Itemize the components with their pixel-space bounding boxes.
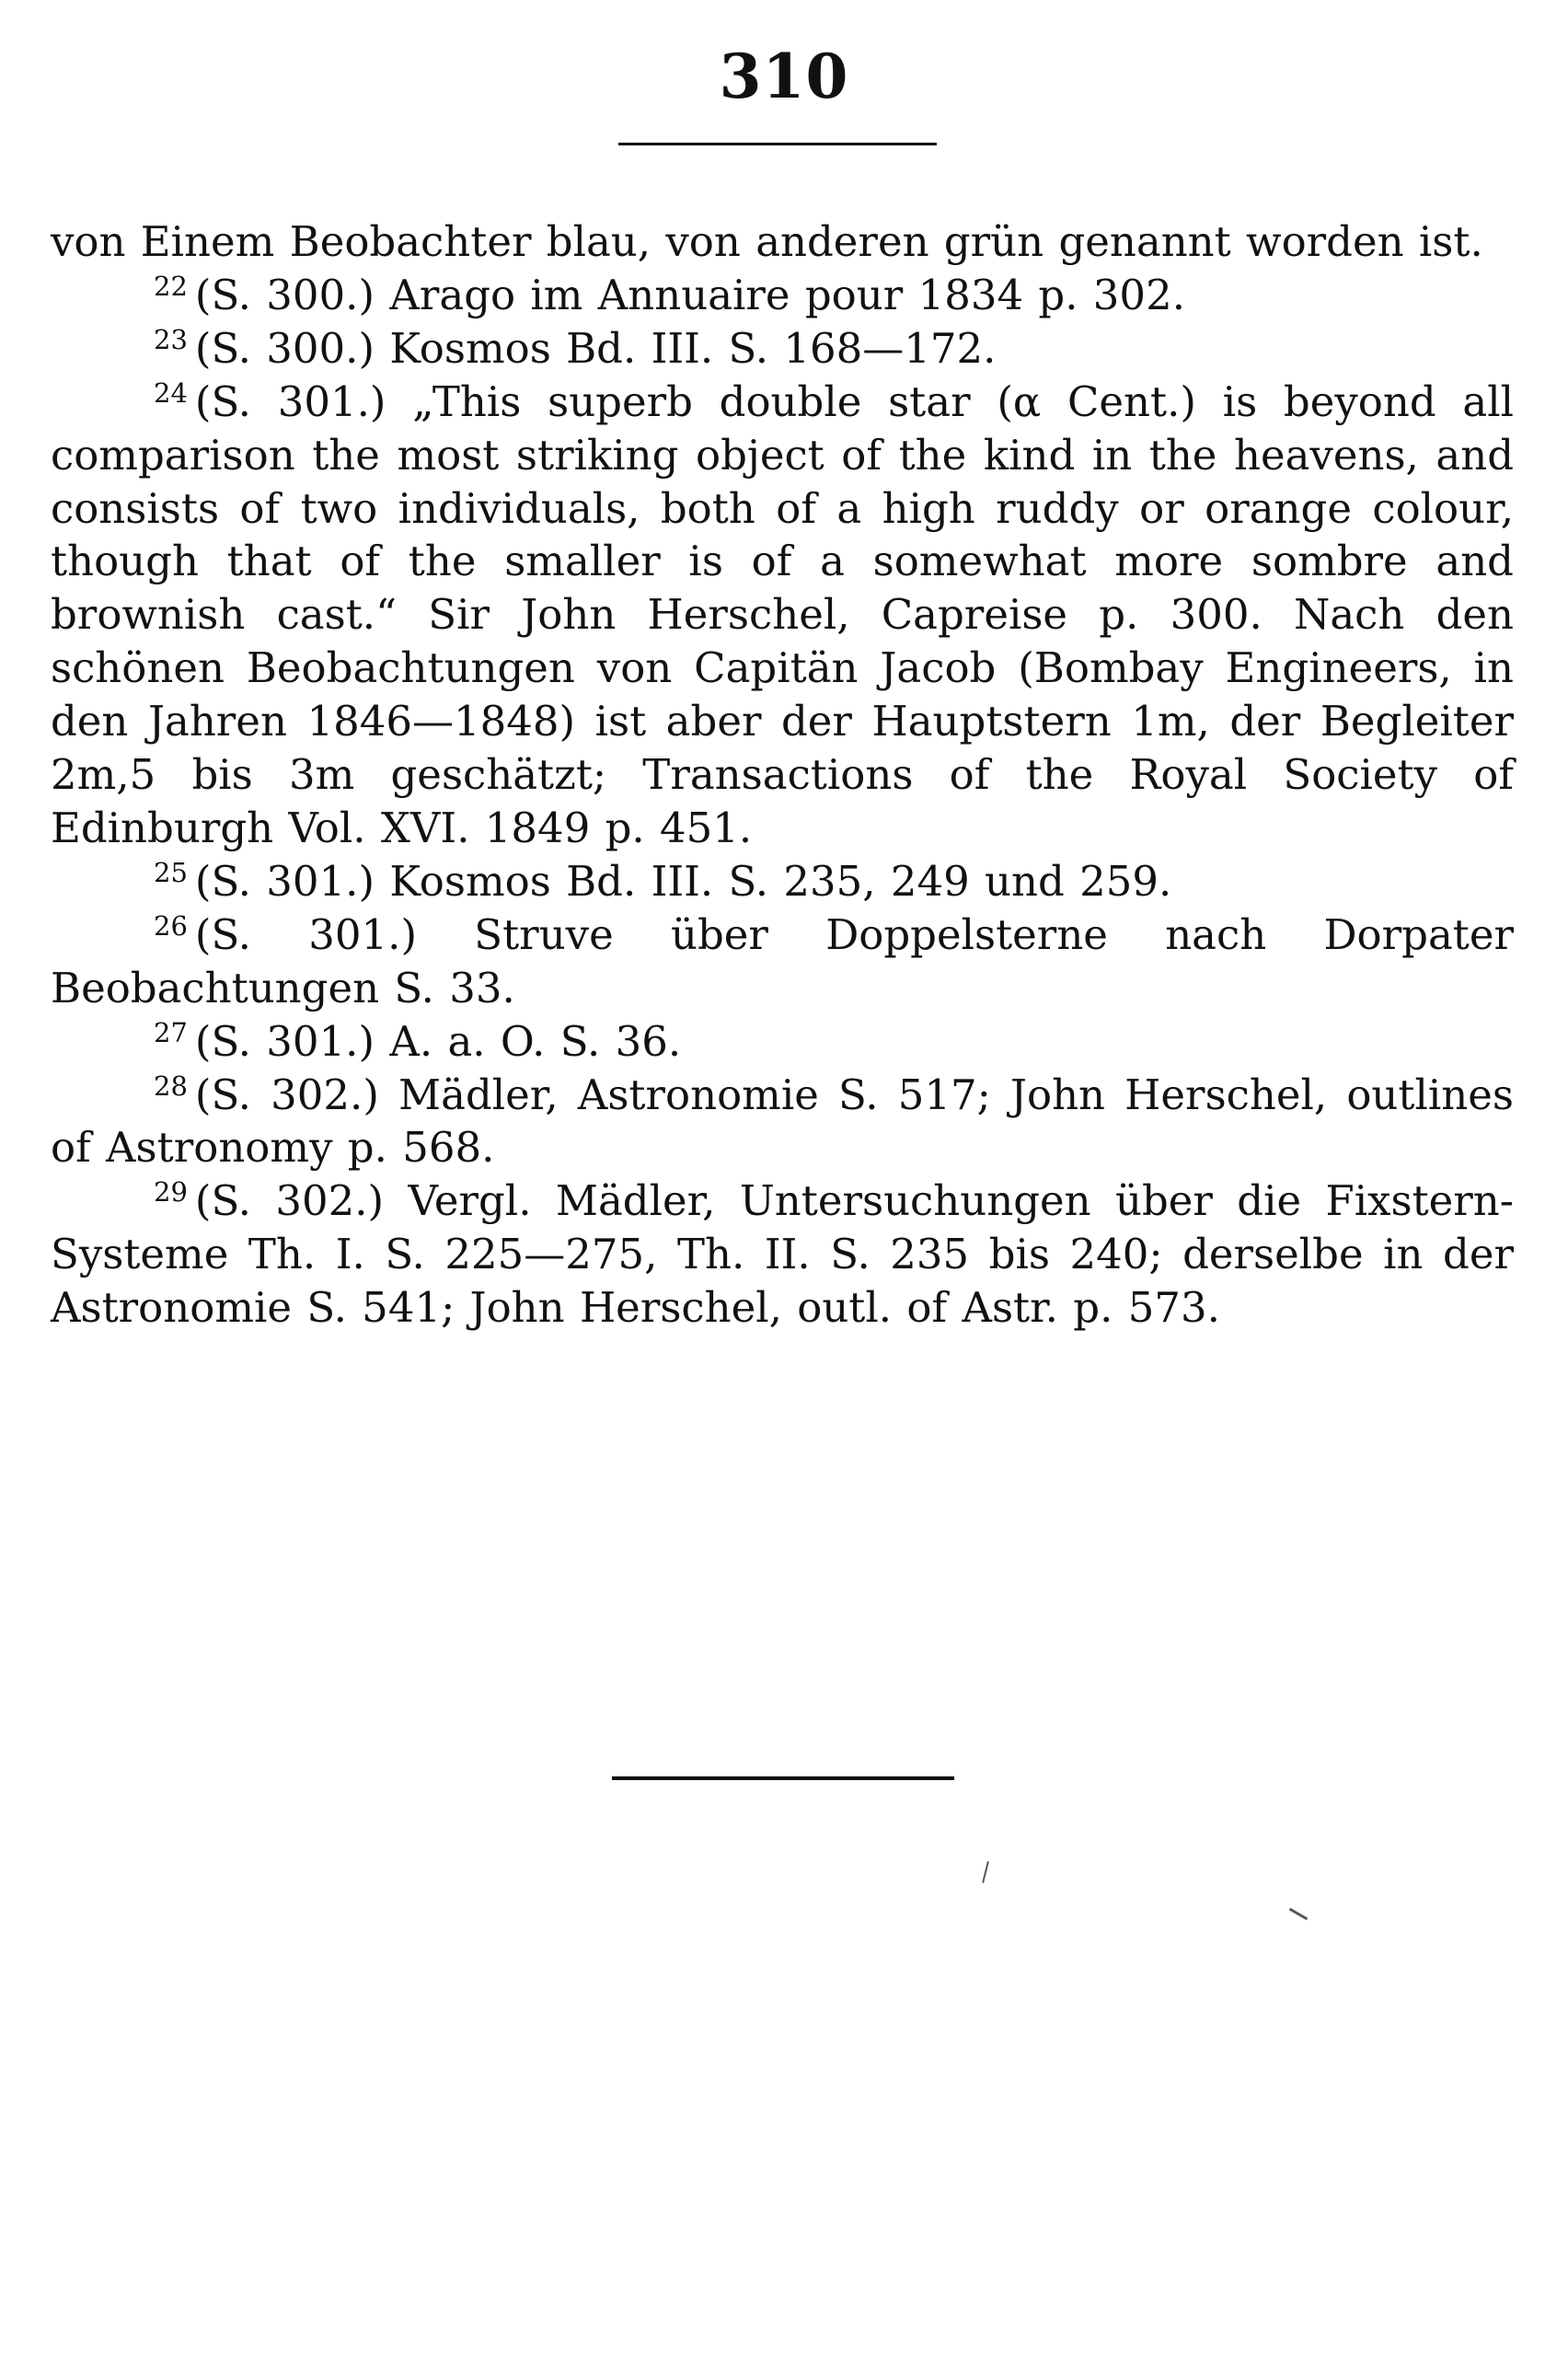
- footnote-number: 22: [154, 270, 188, 302]
- footnote-text: von Einem Beobachter blau, von anderen grün genannt worden ist.: [51, 217, 1483, 266]
- footnote-number: 26: [154, 909, 188, 942]
- stray-mark: [982, 1861, 989, 1883]
- header-rule: [618, 143, 937, 145]
- footnotes: [51, 215, 1514, 1335]
- footnote-24: [51, 376, 1514, 855]
- footnote-28: [51, 1069, 1514, 1175]
- stray-mark: [1289, 1908, 1309, 1921]
- footnote-text: (S. 301.) Kosmos Bd. III. S. 235, 249 und 259.: [194, 856, 1172, 906]
- footnote-text: (S. 302.) Mädler, Astronomie S. 517; John Herschel, outlines of Astronomy p. 568.: [51, 1070, 1514, 1173]
- footnote-text: (S. 301.) Struve über Doppelsterne nach Dorpater Beobachtungen S. 33.: [51, 909, 1514, 1012]
- footnote-text: (S. 302.) Vergl. Mädler, Untersuchungen über die Fixstern-Systeme Th. I. S. 225—275, Th. II. S. 235 bis 240; derselbe in der Astronomie S. 541; John Herschel, outl. of Astr. p. 573.: [51, 1176, 1514, 1333]
- footnote-text: (S. 300.) Kosmos Bd. III. S. 168—172.: [194, 323, 997, 373]
- footnote-27: [51, 1015, 1514, 1069]
- footnote-25: [51, 855, 1514, 908]
- footnote-text: (S. 301.) A. a. O. S. 36.: [194, 1016, 682, 1066]
- footnote-text: (S. 300.) Arago im Annuaire pour 1834 p. 302.: [194, 270, 1185, 319]
- footnote-23: [51, 322, 1514, 376]
- footnote-continuation: [51, 215, 1514, 269]
- page-number: 310: [719, 40, 849, 112]
- footnote-number: 27: [154, 1016, 188, 1048]
- footnote-text: (S. 301.) „This superb double star (α Cent.) is beyond all comparison the most striking object of the kind in the heavens, and consists of two individuals, both of a high ruddy or orange colour, though that of the smaller is of a somewhat more sombre and brownish cast.“ Sir John Herschel, Capreise p. 300. Nach den schönen Beobachtungen von Capitän Jacob (Bombay Engineers, in den Jahren 1846—1848) ist aber der Hauptstern 1m, der Begleiter 2m,5 bis 3m geschätzt; Transactions of the Royal Society of Edinburgh Vol. XVI. 1849 p. 451.: [51, 376, 1514, 852]
- footer-rule: [612, 1776, 954, 1780]
- footnote-26: [51, 908, 1514, 1015]
- footnote-22: [51, 269, 1514, 322]
- footnote-number: 28: [154, 1070, 188, 1102]
- footnote-number: 24: [154, 376, 188, 409]
- footnote-number: 23: [154, 323, 188, 355]
- footnote-29: [51, 1174, 1514, 1335]
- footnote-number: 25: [154, 856, 188, 888]
- footnote-number: 29: [154, 1176, 188, 1209]
